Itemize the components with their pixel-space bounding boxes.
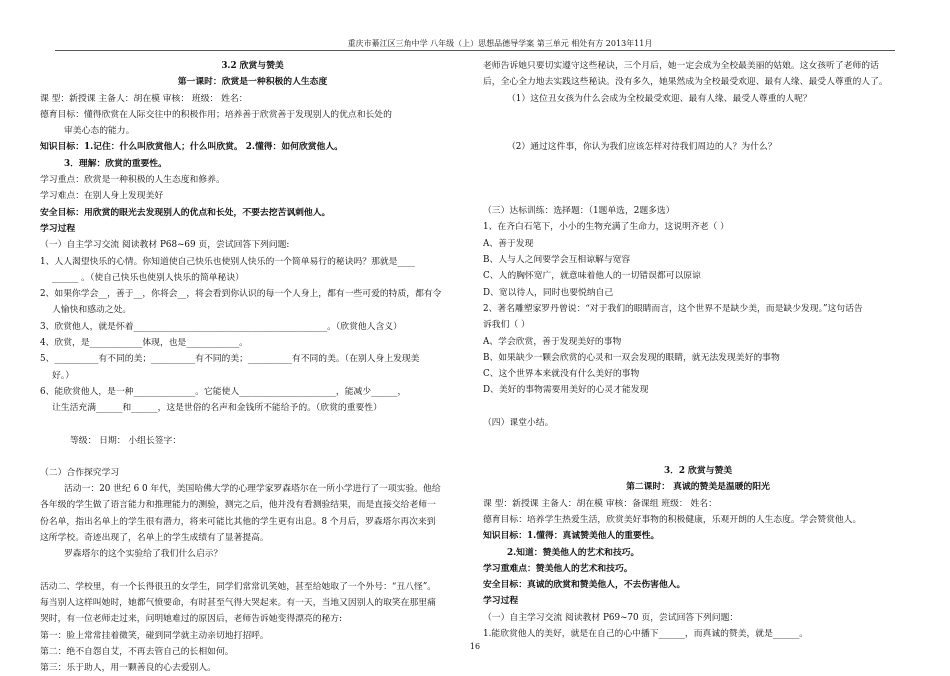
text-line: （三）达标训练：选择题：（1题单选，2题多选） [483, 206, 675, 217]
text-line: （一）自主学习交流 阅读教材 P68~69 页，尝试回答下列问题: [40, 240, 290, 251]
text-line: 活动二、学校里，有一个长得很丑的女学生，同学们常常讥笑她，甚至给她取了一个外号：“丑八怪”。 [40, 581, 437, 592]
text-line: 每当别人这样叫她时，她都气愤要命，有时甚至气得大哭起来。有一天，当地又因别人的取笑在那里痛 [40, 597, 436, 608]
text-line: 学习难点：在别人身上发现美好 [40, 191, 164, 202]
text-line: 2.知道：赞美他人的艺术和技巧。 [507, 547, 640, 558]
text-line: 第三：乐于助人，用一颗善良的心去爱别人。 [40, 663, 216, 674]
text-line: D、美好的事物需要用美好的心灵才能发现 [483, 385, 649, 396]
text-line: （1）这位丑女孩为什么会成为全校最受欢迎、最有人缘、最受人尊重的人呢？ [507, 93, 812, 104]
text-line: A、学会欣赏，善于发现美好的事物 [483, 336, 622, 347]
text-line: 3、欣赏他人，就是怀着____________________________________________。（欣赏他人含义） [40, 321, 402, 332]
text-line: C、人的胸怀宽广，就意味着他人的一切错误都可以原谅 [483, 271, 701, 282]
text-line [483, 447, 913, 463]
text-line [483, 431, 913, 447]
text-line: 各年级的学生做了语言能力和推理能力的测验，测完之后，他并没有看测验结果，而是直接交给老师一 [40, 500, 436, 511]
header-divider [55, 50, 895, 51]
text-line: （四）课堂小结。 [483, 417, 554, 428]
text-line: ______ 。（使自己快乐也使别人快乐的简单秘诀） [52, 272, 244, 283]
text-line: 后，全心全力地去实践这些秘诀。没有多久，她果然成为全校最受欢迎、最有人缘、最受人尊重的人了。 [483, 77, 888, 88]
text-line: 第二：绝不自怨自艾，不再去管自己的长相如何。 [40, 646, 234, 657]
text-line: 份名单，指出名单上的学生很有潜力，将来可能比其他的学生更有出息。8 个月后，罗森塔尔再次来到 [40, 516, 436, 527]
text-line: 1、人人渴望快乐的心情。你知道使自己快乐也使别人快乐的一个简单易行的秘诀吗？那就是____ [40, 256, 416, 267]
text-line: 课 型：新授课 主备人：胡在模 审核：备课组 班级： 姓名： [483, 498, 717, 509]
text-line [483, 107, 913, 123]
text-line: 老师告诉她只要切实遵守这些秘诀，三个月后，她一定会成为全校最美丽的姑娘。这女孩听了老师的话 [483, 61, 879, 71]
text-line [40, 449, 465, 465]
text-line: 知识目标：1.懂得：真诚赞美他人的重要性。 [483, 531, 660, 542]
text-line: 罗森塔尔的这个实验给了我们什么启示？ [64, 549, 223, 560]
text-line: 让生活充满______和______，这是世俗的名声和金钱所不能给予的。（欣赏的重要性） [52, 403, 382, 414]
text-line: 学习过程 [483, 596, 519, 607]
text-line: 1.能欣赏他人的美好，就是在自己的心中播下______，而真诚的赞美，就是______。 [483, 629, 809, 640]
text-line [483, 171, 913, 187]
text-line: 活动一：20 世纪 6 0 年代，美国哈佛大学的心理学家罗森塔尔在一所小学进行了一项实验。他给 [64, 484, 441, 495]
text-line: 3.2 欣赏与赞美 [221, 61, 284, 71]
text-line: 诉我们（ ） [483, 320, 530, 331]
right-column [483, 58, 913, 642]
text-line: 学习重难点：赞美他人的艺术和技巧。 [483, 563, 633, 574]
text-line: （2）通过这件事，你认为我们应该怎样对待我们周边的人？为什么？ [507, 141, 777, 152]
text-line: 安全目标：用欣赏的眼光去发现别人的优点和长处，不要去挖苦讽刺他人。 [40, 207, 331, 218]
text-line: 学习重点：欣赏是一种积极的人生态度和修养。 [40, 175, 225, 186]
text-line [483, 123, 913, 139]
page-header: 重庆市綦江区三角中学 八年级（上）思想品德导学案 第三单元 相处有方 2013年11月 [347, 39, 653, 48]
text-line: （二）合作探究学习 [40, 467, 120, 478]
text-line: B、如果缺少一颗会欣赏的心灵和一双会发现的眼睛，就无法发现美好的事物 [483, 352, 780, 363]
text-line: 2、著名雕塑家罗丹曾说：“对于我们的眼睛而言，这个世界不是缺少美，而是缺少发现。”这句话告 [483, 303, 863, 314]
text-line: 知识目标：1.记住：什么叫欣赏他人；什么叫欣赏。 2.懂得：如何欣赏他人。 [40, 142, 343, 153]
text-line: B、人与人之间要学会互相谅解与宽容 [483, 255, 631, 266]
text-line: 学习过程 [40, 223, 76, 234]
text-line: 德育目标：懂得欣赏在人际交往中的积极作用；培养善于欣赏善于发现别人的优点和长处的 [40, 109, 392, 120]
text-line [40, 563, 465, 579]
page-number: 16 [469, 642, 481, 651]
text-line: 这所学校。奇迹出现了，名单上的学生成绩有了显著提高。 [40, 533, 269, 544]
text-line: 5、__________有不同的美；__________有不同的美；__________有不同的美。（在别人身上发现美 [40, 354, 420, 365]
text-line: 第二课时： 真诚的赞美是温暖的阳光 [626, 482, 770, 493]
text-line: 课 型：新授课 主备人：胡在模 审核： 班级： 姓名： [40, 93, 248, 104]
text-line: 人愉快和感动之处。 [52, 305, 132, 316]
text-line: （一）自主学习交流 阅读教材 P69~70 页，尝试回答下列问题： [483, 612, 739, 623]
text-line: 4、欣赏，是____________体现，也是____________。 [40, 338, 248, 349]
text-line: C、这个世界本来就没有什么美好的事物 [483, 369, 640, 380]
text-line: A、善于发现 [483, 238, 534, 249]
text-line [483, 399, 913, 415]
text-line: 3．理解：欣赏的重要性。 [64, 158, 167, 169]
text-line: 3．2 欣赏与赞美 [663, 466, 733, 477]
text-line: 第一课时：欣赏是一种积极的人生态度 [177, 77, 328, 88]
text-line [40, 417, 465, 433]
text-line [483, 187, 913, 203]
text-line: D、宽以待人，同时也要悦纳自己 [483, 287, 614, 298]
text-line: 德育目标：培养学生热爱生活，欣赏美好事物的积极健康，乐观开朗的人生态度。学会赞赏他人。 [483, 514, 862, 525]
text-line [483, 155, 913, 171]
text-line: 6、能欣赏他人，是一种______________。它能使人______________________，能减少______， [40, 386, 407, 397]
text-line: 好。） [52, 370, 74, 381]
text-line: 审美心态的能力。 [64, 126, 135, 137]
text-line: 安全目标：真诚的欣赏和赞美他人，不去伤害他人。 [483, 580, 686, 591]
left-column [40, 58, 465, 676]
text-line: 哭时，有一位老师走过来，问明她难过的原因后，老师告诉她变得漂亮的秘方: [40, 614, 343, 625]
text-line: 2、如果你学会__，善于__，你将会__，将会看到你认识的每一个人身上，都有一些可爱的特质，都有令 [40, 289, 442, 300]
text-line: 1、在齐白石笔下，小小的生物充满了生命力，这说明齐老（ ） [483, 222, 729, 233]
text-line: 第一：脸上常常挂着微笑，碰到同学就主动亲切地打招呼。 [40, 630, 269, 641]
text-line: 等级： 日期： 小组长签字： [70, 435, 182, 446]
